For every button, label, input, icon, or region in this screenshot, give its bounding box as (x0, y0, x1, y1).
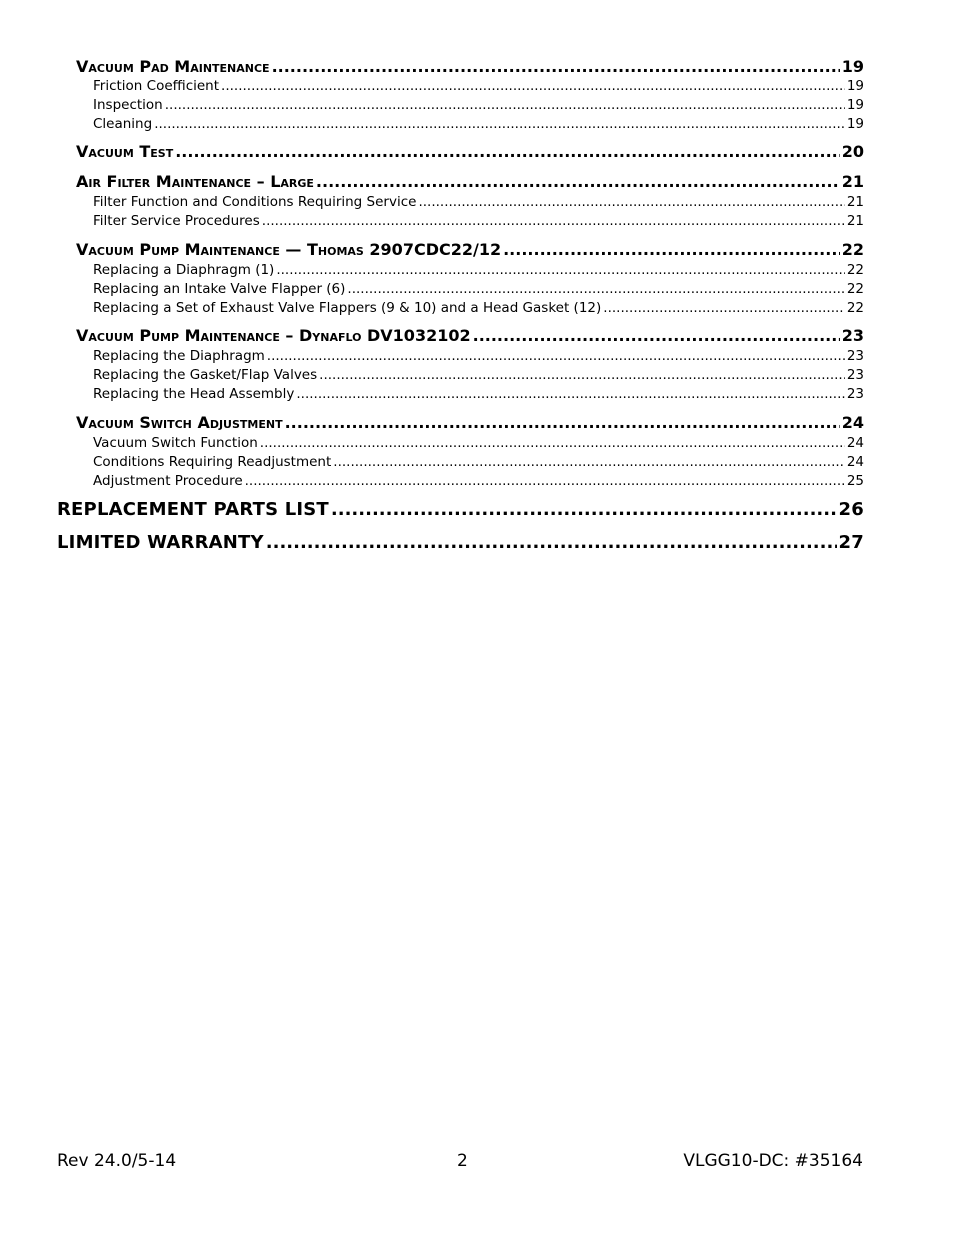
toc-leader-dots (154, 116, 845, 132)
toc-entry-title: Air Filter Maintenance – Large (76, 172, 314, 191)
toc-entry[interactable] (57, 499, 864, 520)
toc-entry[interactable] (76, 172, 864, 191)
toc-entry-page: 22 (846, 281, 864, 297)
toc-entry[interactable] (93, 473, 864, 489)
toc-entry-page: 24 (846, 454, 864, 470)
toc-entry-page: 24 (846, 435, 864, 451)
toc-leader-dots (165, 97, 845, 113)
toc-entry-title: Vacuum Pump Maintenance — Thomas 2907CDC22/12 (76, 240, 502, 259)
toc-entry-page: 22 (846, 262, 864, 278)
toc-entry-title: Vacuum Switch Adjustment (76, 413, 283, 432)
toc-entry[interactable] (93, 262, 864, 278)
toc-entry-page: 23 (846, 367, 864, 383)
footer-page-number: 2 (457, 1151, 468, 1171)
toc-entry-title: Vacuum Pump Maintenance – Dynaflo DV1032102 (76, 326, 471, 345)
toc-entry-page: 23 (841, 326, 864, 345)
toc-entry-title: Replacing the Diaphragm (93, 348, 265, 364)
toc-entry[interactable] (93, 97, 864, 113)
toc-entry-page: 20 (841, 142, 864, 161)
toc-entry[interactable] (57, 532, 864, 553)
toc-entry-page: 22 (846, 300, 864, 316)
toc-entry-title: Vacuum Switch Function (93, 435, 258, 451)
toc-entry-page: 21 (846, 194, 864, 210)
toc-leader-dots (267, 348, 845, 364)
toc-entry-title: Filter Service Procedures (93, 213, 260, 229)
toc-leader-dots (262, 213, 845, 229)
toc-entry-title: Inspection (93, 97, 163, 113)
toc-entry[interactable] (93, 116, 864, 132)
toc-leader-dots (347, 281, 844, 297)
toc-entry-title: Vacuum Pad Maintenance (76, 57, 270, 76)
toc-entry[interactable] (76, 413, 864, 432)
toc-entry-page: 22 (841, 240, 864, 259)
toc-entry-page: 25 (846, 473, 864, 489)
toc-leader-dots (319, 367, 845, 383)
toc-entry-page: 19 (846, 78, 864, 94)
toc-leader-dots (503, 240, 840, 259)
toc-entry[interactable] (93, 435, 864, 451)
toc-entry[interactable] (93, 78, 864, 94)
toc-entry[interactable] (93, 367, 864, 383)
toc-entry-title: Friction Coefficient (93, 78, 220, 94)
toc-leader-dots (296, 386, 844, 402)
toc-entry-page: 19 (841, 57, 864, 76)
toc-leader-dots (276, 262, 844, 278)
toc-entry-page: 23 (846, 386, 864, 402)
toc-entry[interactable] (93, 300, 864, 316)
toc-entry-title: Adjustment Procedure (93, 473, 243, 489)
toc-leader-dots (473, 326, 840, 345)
toc-leader-dots (333, 454, 845, 470)
toc-leader-dots (260, 435, 845, 451)
toc-entry[interactable] (93, 194, 864, 210)
toc-entry-page: 21 (846, 213, 864, 229)
toc-leader-dots (272, 57, 840, 76)
toc-entry-title: Conditions Requiring Readjustment (93, 454, 332, 470)
toc-entry[interactable] (93, 281, 864, 297)
toc-leader-dots (245, 473, 845, 489)
toc-leader-dots (221, 78, 845, 94)
toc-entry-title: LIMITED WARRANTY (57, 532, 264, 553)
toc-entry-title: Replacing a Diaphragm (1) (93, 262, 275, 278)
toc-leader-dots (175, 142, 840, 161)
toc-entry-title: REPLACEMENT PARTS LIST (57, 499, 329, 520)
toc-entry-page: 19 (846, 97, 864, 113)
footer-document-id: VLGG10-DC: #35164 (683, 1151, 863, 1171)
toc-leader-dots (316, 172, 840, 191)
toc-entry[interactable] (76, 142, 864, 161)
toc-entry-title: Replacing the Gasket/Flap Valves (93, 367, 318, 383)
toc-leader-dots (266, 532, 837, 553)
toc-entry[interactable] (93, 454, 864, 470)
toc-leader-dots (603, 300, 845, 316)
footer-revision: Rev 24.0/5-14 (57, 1151, 177, 1171)
toc-entry-title: Vacuum Test (76, 142, 174, 161)
toc-entry-title: Cleaning (93, 116, 153, 132)
toc-entry[interactable] (76, 240, 864, 259)
toc-entry[interactable] (76, 57, 864, 76)
toc-entry-page: 19 (846, 116, 864, 132)
toc-leader-dots (331, 499, 837, 520)
toc-entry-page: 26 (838, 499, 864, 520)
toc-entry-page: 23 (846, 348, 864, 364)
toc-entry-page: 24 (841, 413, 864, 432)
toc-entry-page: 21 (841, 172, 864, 191)
toc-entry-title: Replacing an Intake Valve Flapper (6) (93, 281, 346, 297)
toc-entry-title: Filter Function and Conditions Requiring Service (93, 194, 417, 210)
toc-entry[interactable] (93, 213, 864, 229)
toc-leader-dots (418, 194, 844, 210)
toc-entry-title: Replacing a Set of Exhaust Valve Flappers (9 & 10) and a Head Gasket (12) (93, 300, 602, 316)
toc-entry[interactable] (93, 386, 864, 402)
toc-entry-page: 27 (838, 532, 864, 553)
toc-leader-dots (285, 413, 840, 432)
toc-entry[interactable] (76, 326, 864, 345)
toc-entry[interactable] (93, 348, 864, 364)
toc-entry-title: Replacing the Head Assembly (93, 386, 295, 402)
